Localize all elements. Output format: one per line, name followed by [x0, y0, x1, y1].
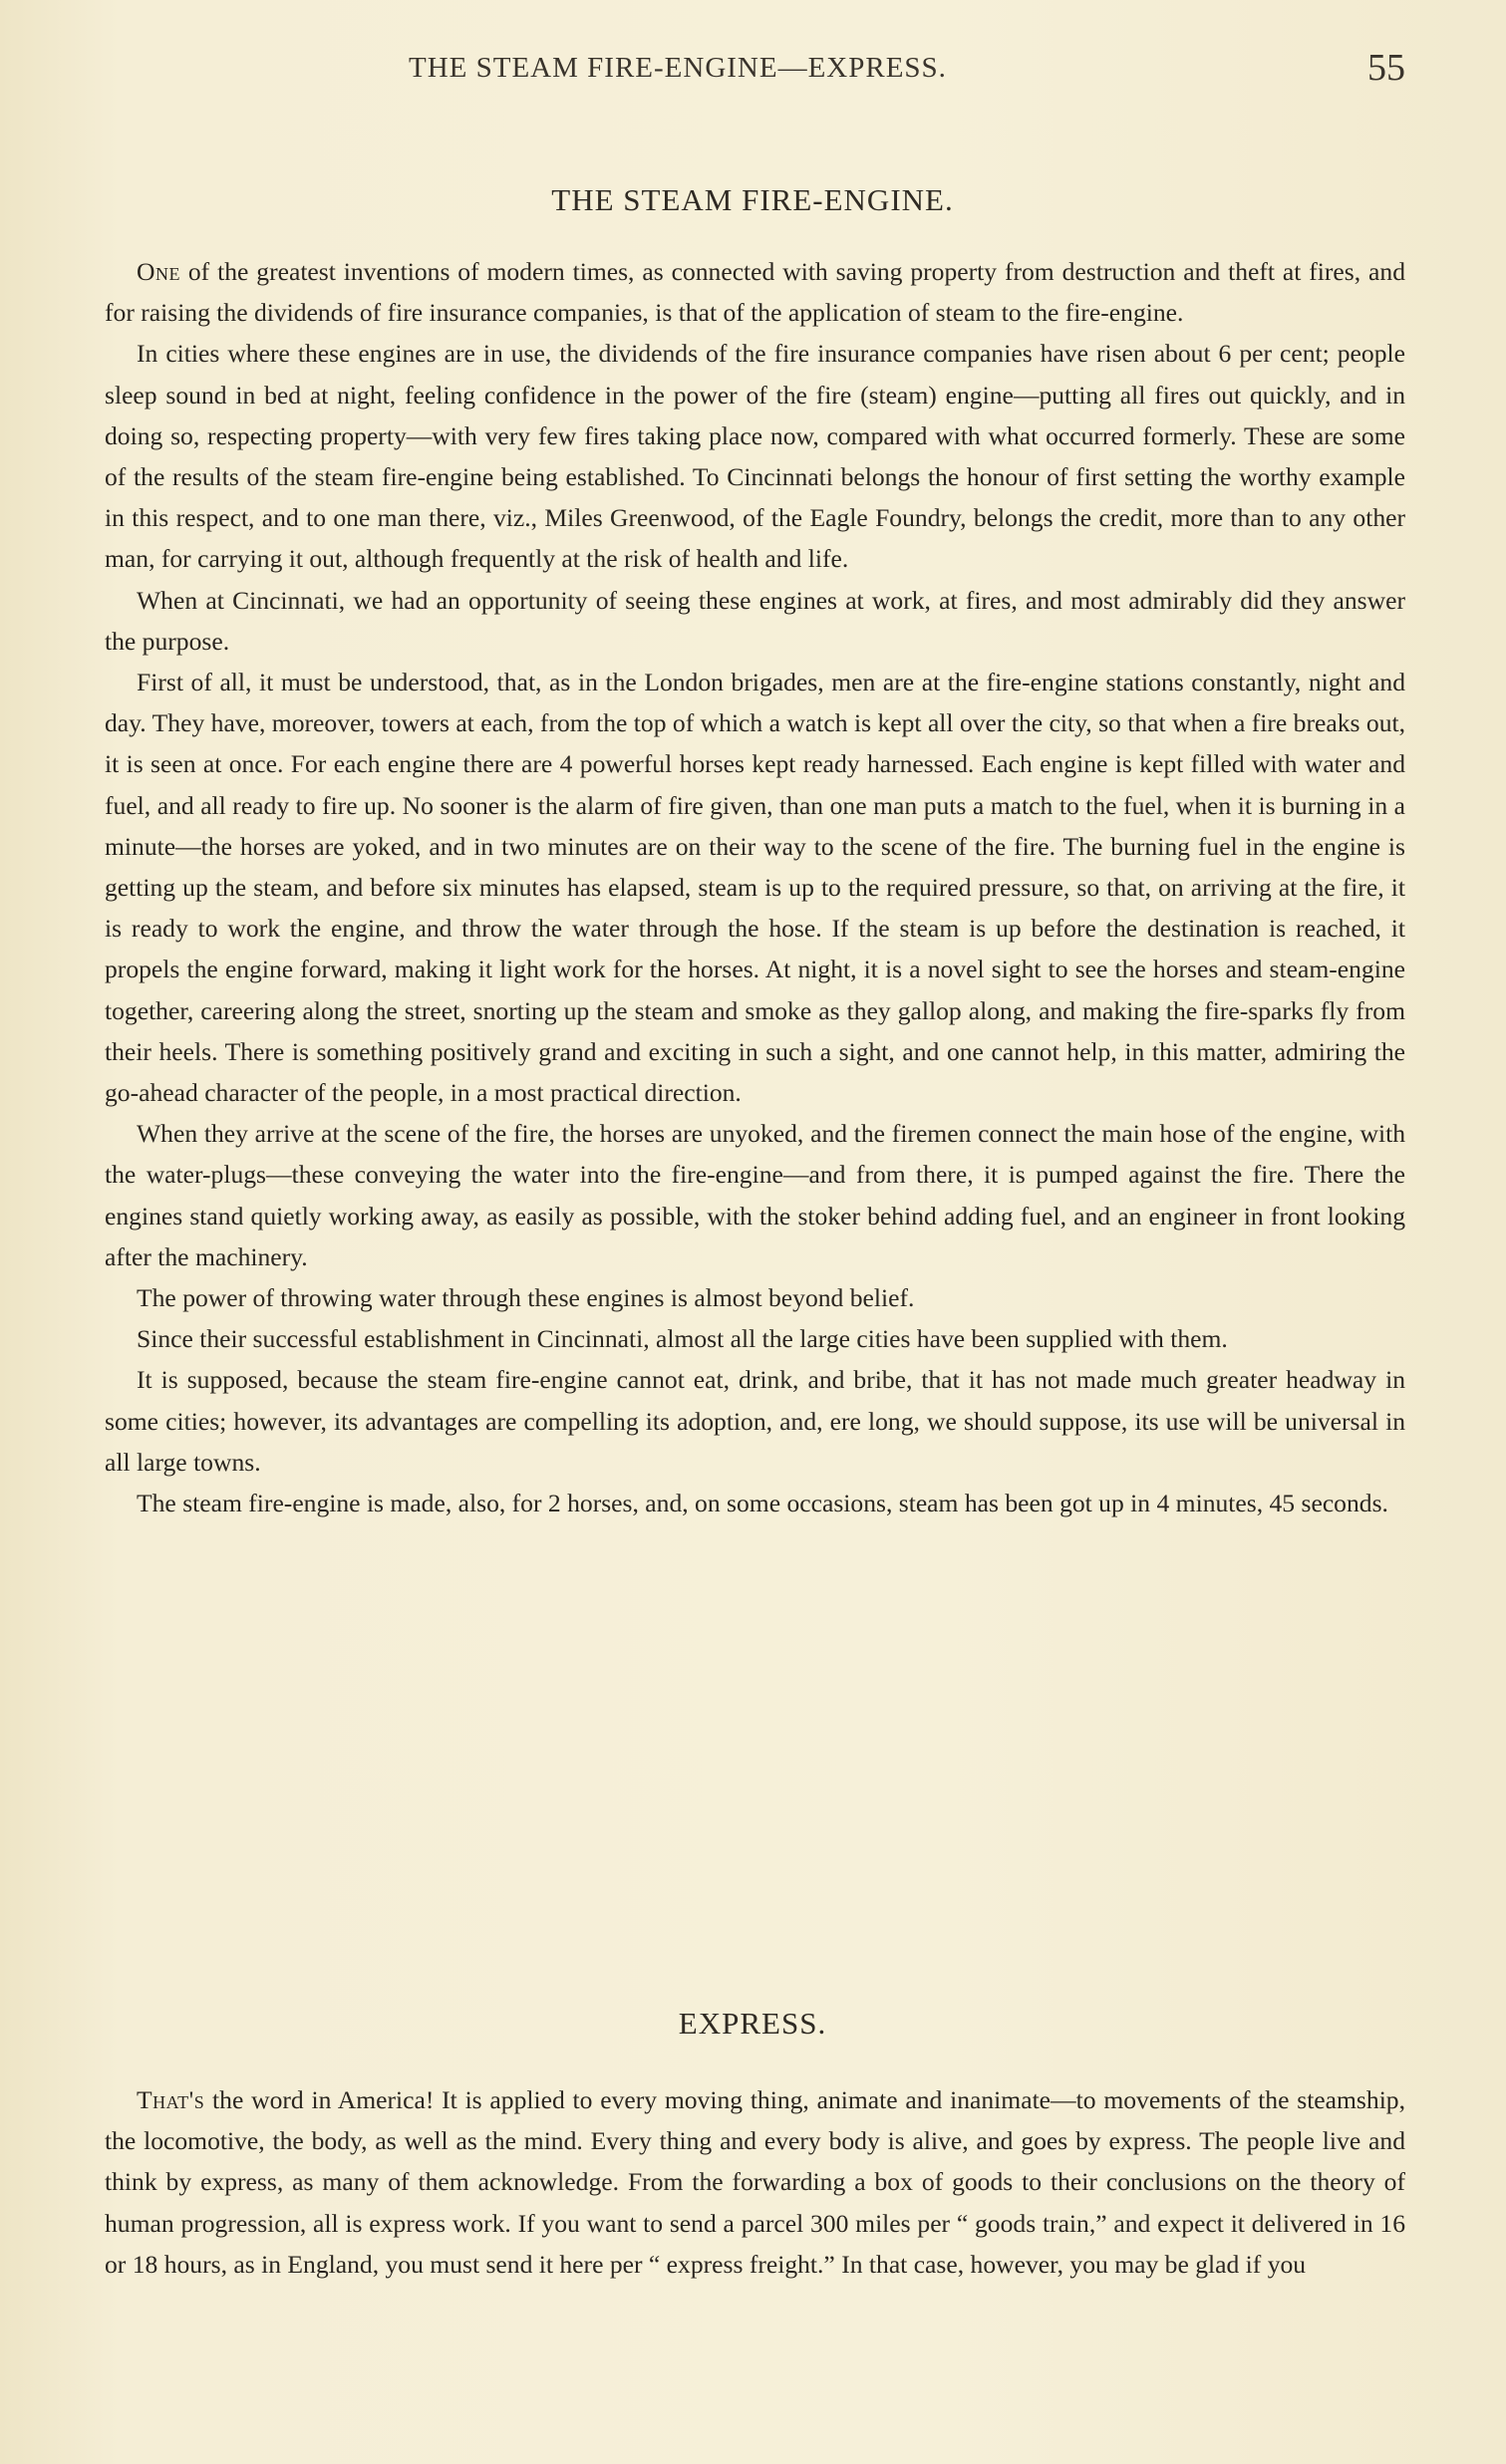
lead-word: One: [137, 257, 180, 286]
paragraph: The power of throwing water through these engines is almost beyond belief.: [137, 1283, 915, 1313]
running-title: THE STEAM FIRE-ENGINE—EXPRESS.: [409, 52, 947, 84]
paragraph: Since their successful establishment in Cincinnati, almost all the large cities have been supplied with them.: [137, 1324, 1228, 1354]
paragraph: It is supposed, because the steam fire-engine cannot eat, drink, and bribe, that it has not made much greater headway in some cities; however, its advantages are compelling its adoption, and, ere long, we should suppose, its use will be universal in all large towns.: [105, 1365, 1405, 1477]
section-body-express: [105, 2079, 1405, 2285]
paragraph: In cities where these engines are in use, the dividends of the fire insurance companies have risen about 6 per cent; people sleep sound in bed at night, feeling confidence in the power of the fire (steam) engine—putting all fires out quickly, and in doing so, respecting property—with very few fires taking place now, compared with what occurred formerly. These are some of the results of the steam fire-engine being established. To Cincinnati belongs the honour of first setting the worthy example in this respect, and to one man there, viz., Miles Greenwood, of the Eagle Foundry, belongs the credit, more than to any other man, for carrying it out, although frequently at the risk of health and life.: [105, 339, 1405, 574]
lead-word: That's: [137, 2085, 205, 2114]
section-body-steam-fire-engine: [105, 251, 1405, 1523]
paragraph: First of all, it must be understood, that, as in the London brigades, men are at the fire-engine stations constantly, night and day. They have, moreover, towers at each, from the top of which a watch is kept all over the city, so that when a fire breaks out, it is seen at once. For each engine there are 4 powerful horses kept ready harnessed. Each engine is kept filled with water and fuel, and all ready to fire up. No sooner is the alarm of fire given, than one man puts a match to the fuel, when it is burning in a minute—the horses are yoked, and in two minutes are on their way to the scene of the fire. The burning fuel in the engine is getting up the steam, and before six minutes has elapsed, steam is up to the required pressure, so that, on arriving at the fire, it is ready to work the engine, and throw the water through the hose. If the steam is up before the destination is reached, it propels the engine forward, making it light work for the horses. At night, it is a novel sight to see the horses and steam-engine together, careering along the street, snorting up the steam and smoke as they gallop along, and making the fire-sparks fly from their heels. There is something positively grand and exciting in such a sight, and one cannot help, in this matter, admiring the go-ahead character of the people, in a most practical direction.: [105, 668, 1405, 1108]
paragraph: [105, 2079, 1405, 2285]
paragraph-text: the word in America! It is applied to every moving thing, animate and inanimate—to movements of the steamship, the locomotive, the body, as well as the mind. Every thing and every body is alive, and goes by express. The people live and think by express, as many of them acknowledge. From the forwarding a box of goods to their conclusions on the theory of human progression, all is express work. If you want to send a parcel 300 miles per “ goods train,” and expect it delivered in 16 or 18 hours, as in England, you must send it here per “ express freight.” In that case, however, you may be glad if you: [105, 2085, 1405, 2279]
paragraph: [105, 251, 1405, 333]
paragraph: The steam fire-engine is made, also, for 2 horses, and, on some occasions, steam has been got up in 4 minutes, 45 seconds.: [137, 1489, 1388, 1518]
section-heading-steam-fire-engine: THE STEAM FIRE-ENGINE.: [551, 182, 954, 217]
page-number: 55: [1367, 47, 1405, 89]
section-heading-express: EXPRESS.: [678, 2006, 827, 2041]
running-head: [100, 47, 1405, 96]
paragraph-text: of the greatest inventions of modern times, as connected with saving property from destruction and theft at fires, and for raising the dividends of fire insurance companies, is that of the application of steam to the fire-engine.: [105, 257, 1405, 328]
paragraph: When they arrive at the scene of the fire, the horses are unyoked, and the firemen connect the main hose of the engine, with the water-plugs—these conveying the water into the fire-engine—and from there, it is pumped against the fire. There the engines stand quietly working away, as easily as possible, with the stoker behind adding fuel, and an engineer in front looking after the machinery.: [105, 1119, 1405, 1271]
paragraph: When at Cincinnati, we had an opportunity of seeing these engines at work, at fires, and most admirably did they answer the purpose.: [105, 585, 1405, 656]
